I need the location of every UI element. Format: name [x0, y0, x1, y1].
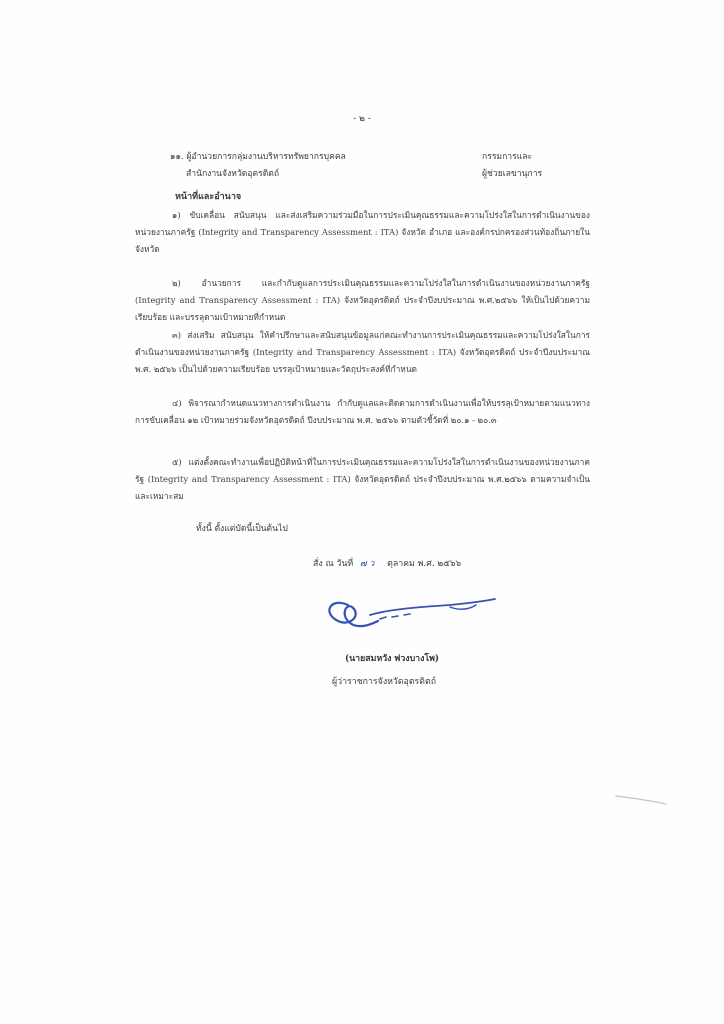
member-role-line-1: กรรมการและ [482, 152, 533, 162]
effective-clause: ทั้งนี้ ตั้งแต่บัดนี้เป็นต้นไป [196, 524, 288, 534]
member-role-line-2: ผู้ช่วยเลขานุการ [482, 169, 543, 179]
order-date-month-year: ตุลาคม พ.ศ. ๒๕๖๖ [387, 559, 462, 569]
duties-heading: หน้าที่และอำนาจ [175, 192, 242, 202]
order-date [313, 556, 461, 570]
signatory-title: ผู้ว่าราชการจังหวัดอุตรดิตถ์ [332, 677, 437, 687]
duty-paragraph-2: ๒) อำนวยการ และกำกับดูแลการประเมินคุณธรรมและความโปร่งใสในการดำเนินงานของหน่วยงานภาครัฐ (Integrity and Transparency Assessment : ITA) จังหวัดอุตรดิตถ์ ประจำปีงบประมาณ พ.ศ.๒๕๖๖ ให้เป็นไปด้วยความเรียบร้อย และบรรลุตามเป้าหมายที่กำหนด [135, 278, 590, 322]
order-date-prefix: สั่ง ณ วันที่ [313, 559, 354, 569]
member-office: สำนักงานจังหวัดอุตรดิตถ์ [186, 169, 280, 179]
signatory-name: (นายสมหวัง พ่วงบางโพ) [345, 654, 440, 664]
duty-paragraph-5: ๕) แต่งตั้งคณะทำงานเพื่อปฏิบัติหน้าที่ในการประเมินคุณธรรมและความโปร่งใสในการดำเนินงานของหน่วยงานภาครัฐ (Integrity and Transparency Assessment : ITA) จังหวัดอุตรดิตถ์ ประจำปีงบประมาณ พ.ศ.๒๕๖๖ ตามความจำเป็นและเหมาะสม [135, 457, 590, 501]
duty-paragraph-4: ๔) พิจารณากำหนดแนวทางการดำเนินงาน กำกับดูแลและติดตามการดำเนินงานเพื่อให้บรรลุเป้าหมายตามแนวทางการขับเคลื่อน ๑๒ เป้าหมายร่วมจังหวัดอุตรดิตถ์ ปีงบประมาณ พ.ศ. ๒๕๖๖ ตามตัวชี้วัดที่ ๒๐.๑ - ๒๐.๓ [135, 398, 590, 425]
order-date-day: ๗ ว [359, 559, 375, 569]
scan-artifact-mark [612, 790, 672, 810]
signature-scribble [300, 585, 520, 645]
page-number: - ๒ - [353, 114, 371, 124]
member-number-name: ๑๑. ผู้อำนวยการกลุ่มงานบริหารทรัพยากรบุคคล [170, 152, 346, 162]
duty-paragraph-3: ๓) ส่งเสริม สนับสนุน ให้คำปรึกษาและสนับสนุนข้อมูลแก่คณะทำงานการประเมินคุณธรรมและความโปร่งใสในการดำเนินงานของหน่วยงานภาครัฐ (Integrity and Transparency Assessment : ITA) จังหวัดอุตรดิตถ์ ประจำปีงบประมาณ พ.ศ. ๒๕๖๖ เป็นไปด้วยความเรียบร้อย บรรลุเป้าหมายและวัตถุประสงค์ที่กำหนด [135, 330, 590, 374]
duty-paragraph-1: ๑) ขับเคลื่อน สนับสนุน และส่งเสริมความร่วมมือในการประเมินคุณธรรมและความโปร่งใสในการดำเนินงานของหน่วยงานภาครัฐ (Integrity and Transparency Assessment : ITA) จังหวัด อำเภอ และองค์กรปกครองส่วนท้องถิ่นภายในจังหวัด [135, 210, 590, 254]
